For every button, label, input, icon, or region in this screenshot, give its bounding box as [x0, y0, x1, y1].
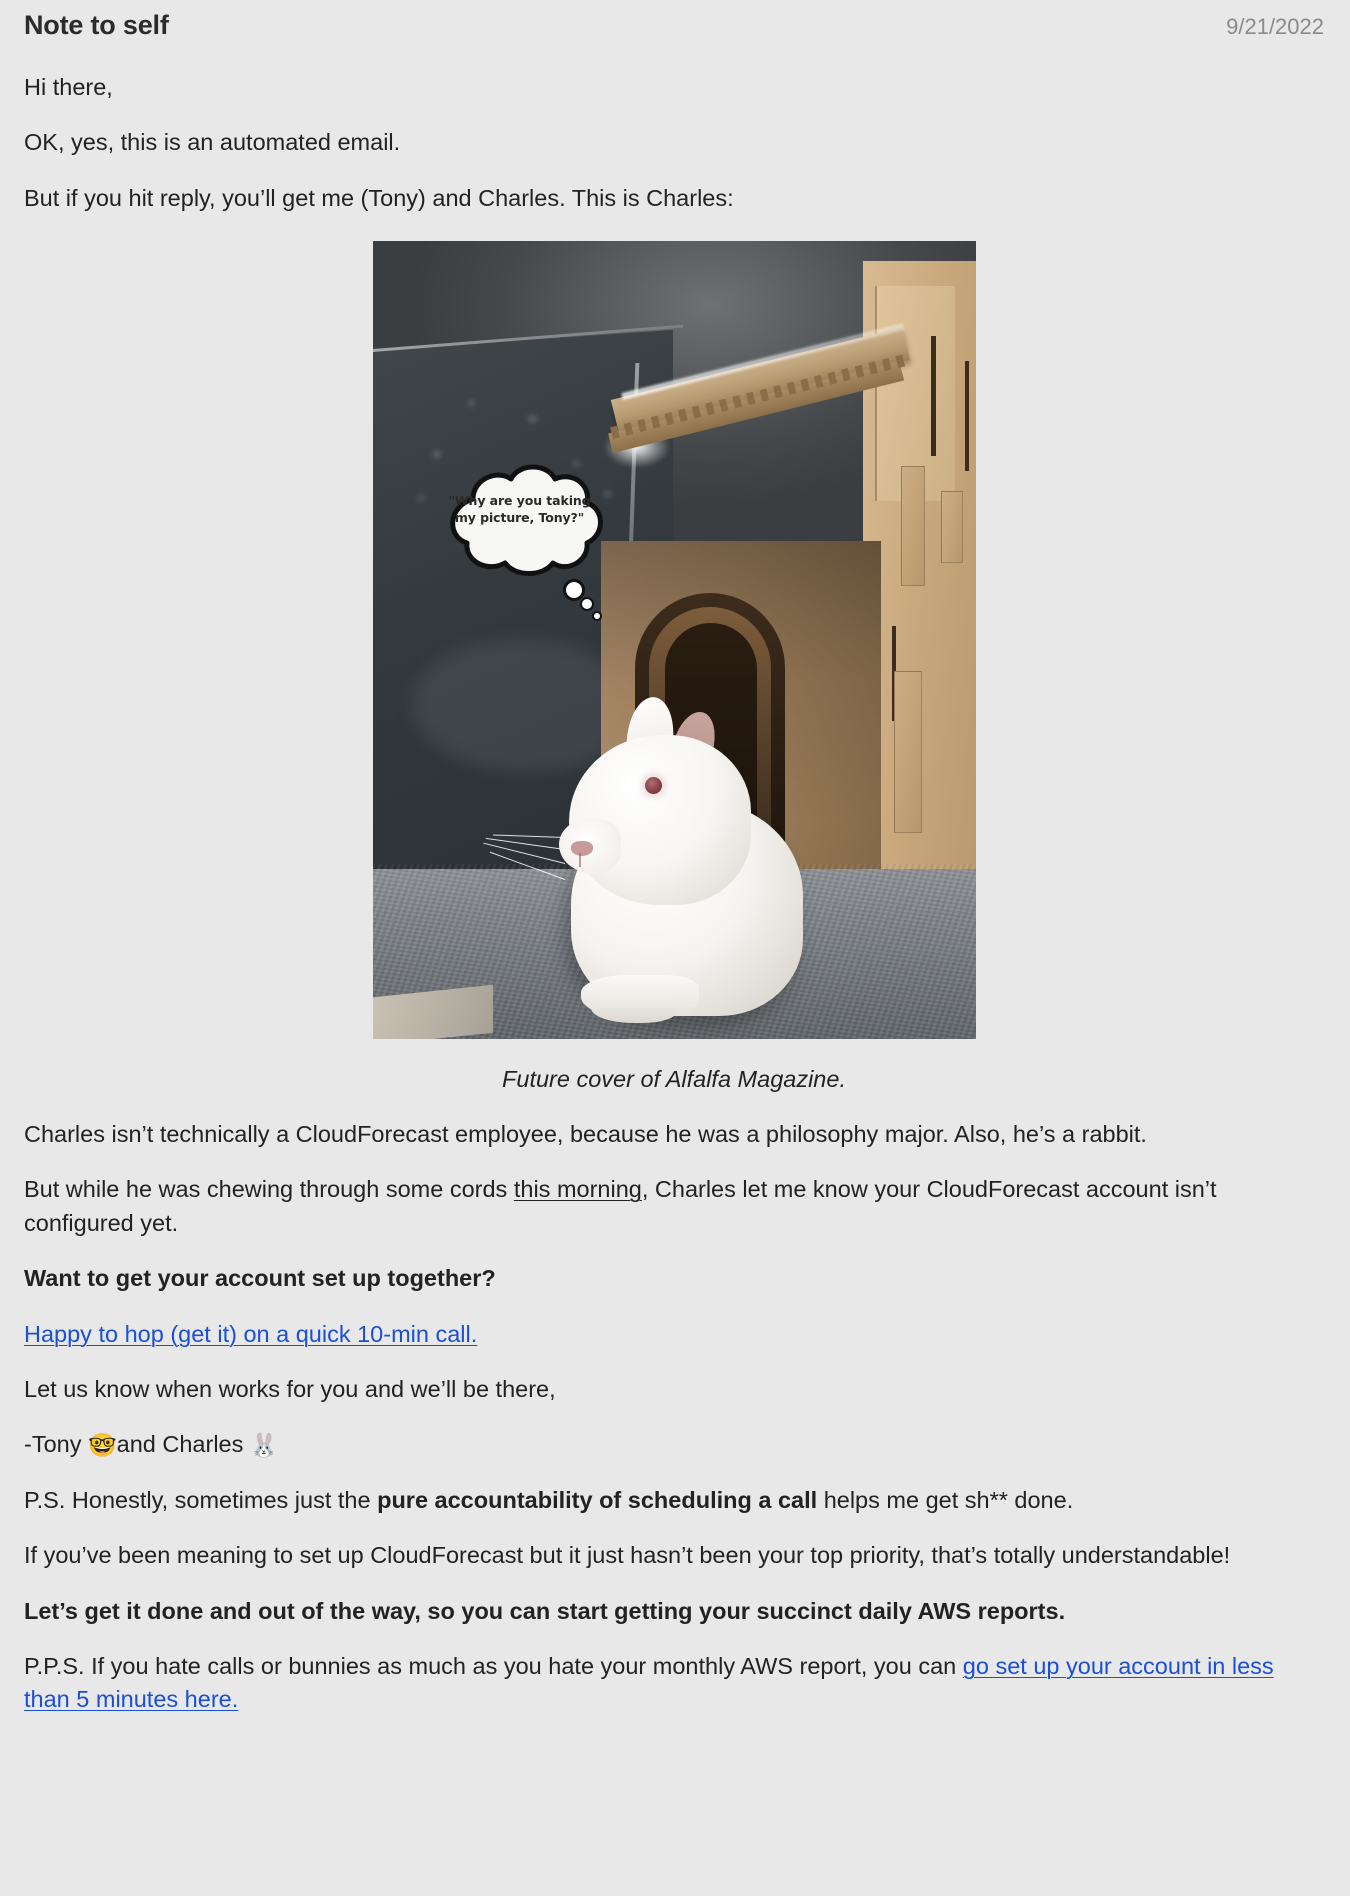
- email-date: 9/21/2022: [1226, 14, 1324, 39]
- paragraph-philosophy: Charles isn’t technically a CloudForecast employee, because he was a philosophy major. Also, he’s a rabbit.: [24, 1121, 1147, 1148]
- cardboard-slot: [931, 336, 936, 456]
- reflection-dot: [468, 401, 475, 406]
- cardboard-slot: [965, 361, 969, 471]
- paragraph-signoff: [24, 1406, 1324, 1462]
- nerd-face-icon: 🤓: [88, 1432, 117, 1459]
- paragraph-meaning-to: If you’ve been meaning to set up CloudForecast but it just hasn’t been your top priority, that’s totally understandable!: [24, 1542, 1231, 1569]
- signoff-mid: and Charles: [116, 1431, 250, 1458]
- rabbit-nose-line: [579, 853, 581, 867]
- thought-bubble-dot: [580, 597, 594, 611]
- rabbit-face-icon: 🐰: [249, 1432, 279, 1459]
- thought-bubble-text: [431, 493, 609, 527]
- paragraph-ps: [24, 1462, 1324, 1517]
- page-title: Note to self: [24, 10, 169, 40]
- rabbit-figure: [24, 215, 1324, 1096]
- cardboard-tab: [894, 671, 922, 833]
- this-morning-underline: this morning: [513, 1176, 642, 1203]
- thought-bubble-dot: [563, 579, 585, 601]
- setup-account-link[interactable]: go set up your account in less than 5 minutes here.: [24, 1652, 1274, 1713]
- paragraph-automated: OK, yes, this is an automated email.: [24, 129, 401, 156]
- thought-bubble-line-2: my picture, Tony?": [454, 510, 585, 526]
- cords-text-post: , Charles let me know your CloudForecast account isn’t configured yet.: [24, 1176, 1217, 1236]
- rabbit-nose: [571, 841, 593, 856]
- reflection-dot: [418, 496, 424, 501]
- signoff-name: -Tony: [24, 1431, 88, 1458]
- paragraph-let-us-know: Let us know when works for you and we’ll be there,: [24, 1375, 556, 1402]
- thought-bubble-dot: [592, 611, 602, 621]
- pps-text-pre: P.P.S. If you hate calls or bunnies as much as you hate your monthly AWS report, you can: [24, 1652, 963, 1679]
- paragraph-call-link: [24, 1296, 1324, 1351]
- figure-caption: Future cover of Alfalfa Magazine.: [502, 1066, 846, 1093]
- cardboard-tab: [941, 491, 963, 563]
- ps-bold-phrase: pure accountability of scheduling a call: [377, 1486, 818, 1513]
- rabbit-photo: [373, 241, 976, 1039]
- email-header: [0, 0, 1350, 43]
- ps-text-pre: P.S. Honestly, sometimes just the: [24, 1486, 378, 1513]
- rabbit-paw-second: [591, 993, 677, 1023]
- email-body: [0, 43, 1350, 1717]
- cords-text-pre: But while he was chewing through some cords: [24, 1176, 514, 1203]
- reflection-dot: [528, 416, 537, 422]
- heading-setup-together: Want to get your account set up together?: [24, 1265, 496, 1292]
- paragraph-cords: [24, 1151, 1324, 1240]
- reflection-dot: [433, 451, 441, 457]
- heading-get-it-done: Let’s get it done and out of the way, so you can start getting your succinct daily AWS reports.: [24, 1597, 1066, 1624]
- cardboard-tab: [901, 466, 925, 586]
- ps-text-post: helps me get sh** done.: [817, 1486, 1074, 1513]
- paragraph-pps: [24, 1628, 1324, 1717]
- paragraph-greeting: Hi there,: [24, 74, 113, 101]
- thought-bubble-line-1: "Why are you taking: [448, 493, 591, 509]
- paragraph-reply: But if you hit reply, you’ll get me (Tony) and Charles. This is Charles:: [24, 184, 734, 211]
- rabbit-eye: [645, 777, 662, 794]
- schedule-call-link[interactable]: Happy to hop (get it) on a quick 10-min call.: [24, 1320, 478, 1347]
